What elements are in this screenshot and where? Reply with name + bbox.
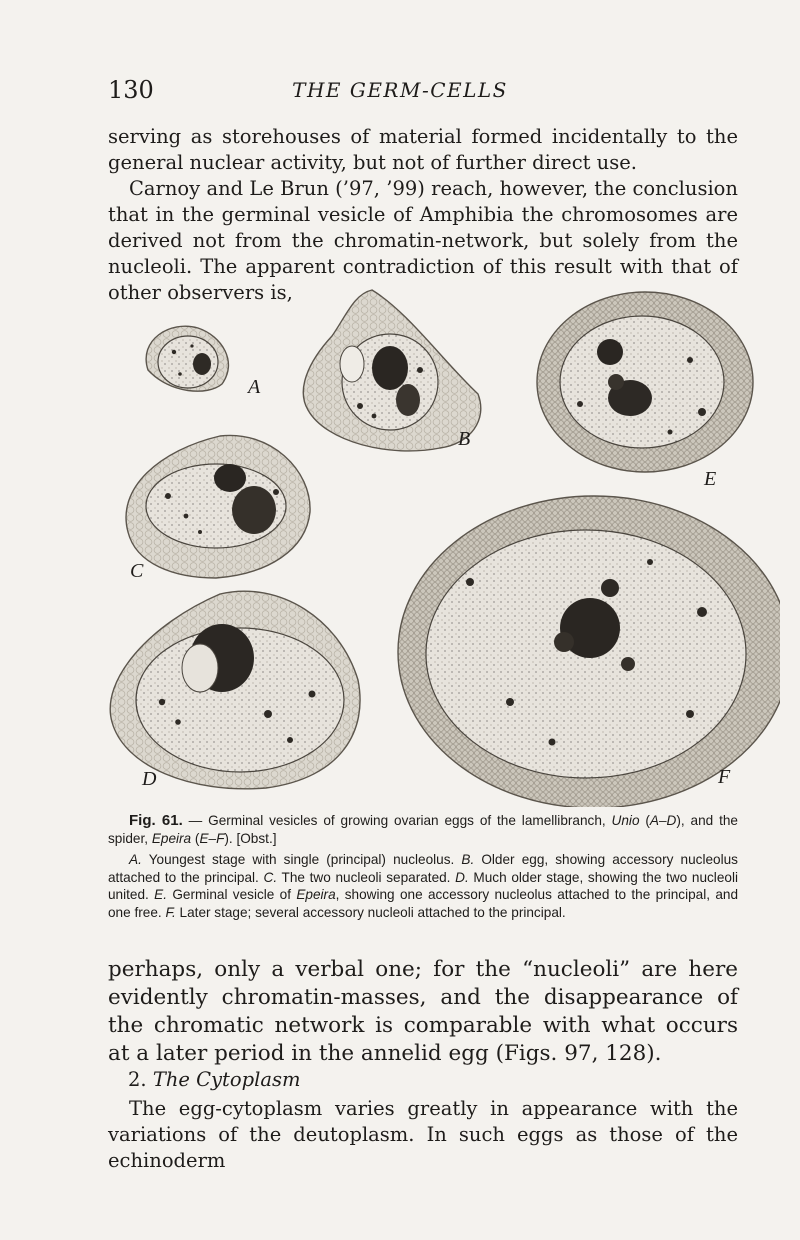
panel-d-vesicle (110, 591, 360, 789)
caption-genus-unio: Unio (611, 813, 640, 828)
panel-label-a: A (248, 376, 261, 398)
panel-a-vesicle (146, 326, 228, 391)
page-number: 130 (108, 76, 154, 104)
panel-label-b: B (458, 428, 471, 450)
panel-label-f: F (718, 766, 731, 788)
caption-details: A. Youngest stage with single (principal) nucleolus. B. Older egg, showing accessory nucleolus attached to the principal. C. The two nucleoli separated. D. Much older stage, showing the two nucleoli united. E. Germinal vesicle of Epeira, showing one accessory nucleolus attached to the principal, and one free. F. Later stage; several accessory nucleoli attached to the principal. (108, 852, 739, 920)
paragraph-1 (108, 124, 738, 306)
caption-title: Fig. 61. — Germinal vesicles of growing ovarian eggs of the lamellibranch, Unio (A–D), and the spider, Epeira (E–F). [Obst.] (108, 812, 738, 846)
panel-b-vesicle (303, 290, 480, 451)
panel-label-e: E (704, 468, 717, 490)
caption-genus-epeira: Epeira (151, 830, 192, 846)
figure-caption (108, 812, 738, 921)
panel-label-c: C (130, 560, 144, 582)
figure-61-illustration (90, 282, 780, 807)
caption-figure-number: Fig. 61. (129, 812, 183, 829)
paragraph-1-line-1: serving as storehouses of material formed incidentally to the general nuclear activity, but not of further direct use. (108, 125, 738, 174)
panel-c-vesicle (126, 435, 310, 578)
paragraph-2: perhaps, only a verbal one; for the “nucleoli” are here evidently chromatin-masses, and the disappearance of the chromatic network is comparable with what occurs at a later period in the annelid egg (Figs. 97, 128). (108, 957, 738, 1066)
panel-e-vesicle (537, 292, 753, 472)
figure-61 (90, 282, 780, 807)
paragraph-3: The egg-cytoplasm varies greatly in appearance with the variations of the deutoplasm. In such eggs as those of the echinoderm (108, 1097, 738, 1172)
section-heading (128, 1068, 300, 1091)
page-header (0, 76, 800, 112)
paragraph-1-line-2: Carnoy and Le Brun (’97, ’99) reach, however, the conclusion that in the germinal vesicle of Amphibia the chromosomes are derived not from the chromatin-network, but solely from the nucleoli. The apparent contradiction of this result with that of other observers is, (108, 177, 738, 304)
running-title: THE GERM-CELLS (292, 78, 508, 102)
section-number: 2. (128, 1068, 147, 1091)
panel-label-d: D (142, 768, 157, 790)
panel-f-vesicle (398, 496, 780, 807)
section-title: The Cytoplasm (152, 1068, 301, 1091)
